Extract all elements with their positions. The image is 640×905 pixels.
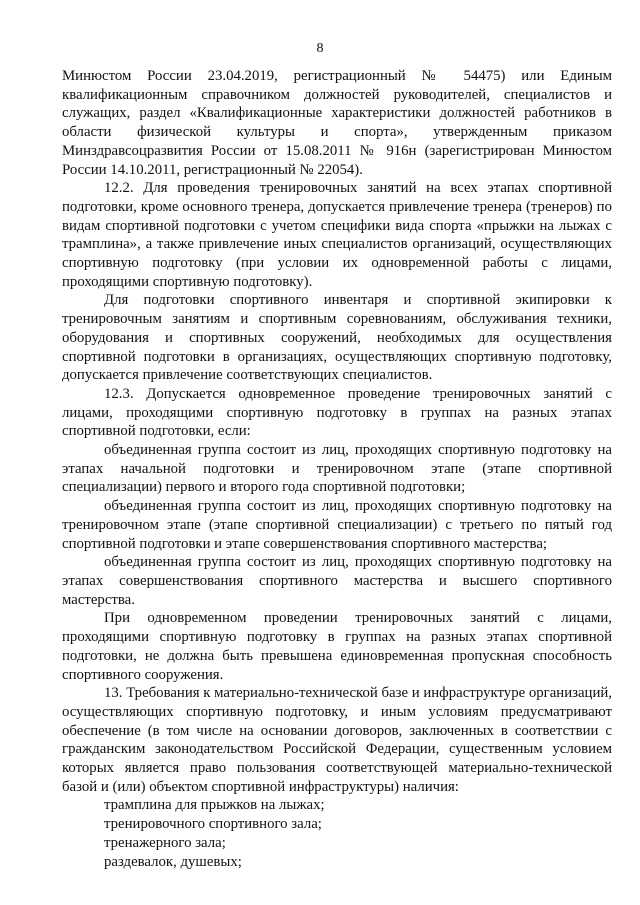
- paragraph-combined-group-1: объединенная группа состоит из лиц, проходящих спортивную подготовку на этапах начальной подготовки и тренировочном этапе (этапе спортивной специализации) первого и второго года спортивной подготовки;: [62, 442, 612, 496]
- list-item: трамплина для прыжков на лыжах;: [104, 797, 325, 814]
- paragraph-equipment-specialists: Для подготовки спортивного инвентаря и спортивной экипировки к тренировочным занятиям и спортивным соревнованиям, обслуживания техники, оборудования и спортивных сооружений, необходимых для осуществления спортивной подготовки в организациях, осуществляющих спортивную подготовку, допускается привлечение соответствующих специалистов.: [62, 292, 612, 384]
- paragraph-combined-group-3: объединенная группа состоит из лиц, проходящих спортивную подготовку на этапах совершенствования спортивного мастерства и высшего спортивного мастерства.: [62, 554, 612, 608]
- paragraph-combined-group-2: объединенная группа состоит из лиц, проходящих спортивную подготовку на тренировочном этапе (этапе спортивной специализации) с третьего по пятый год спортивной подготовки и этапе совершенствования спортивного мастерства;: [62, 498, 612, 552]
- list-item: тренировочного спортивного зала;: [104, 816, 322, 833]
- paragraph-12-2: 12.2. Для проведения тренировочных занятий на всех этапах спортивной подготовки, кроме основного тренера, допускается привлечение тренера (тренеров) по видам спортивной подготовки с учетом специфики вида спорта «прыжки на лыжах с трамплина», а также привлечение иных специалистов организаций, осуществляющих спортивную подготовку (при условии их одновременной работы с лицами, проходящими спортивную подготовку).: [62, 180, 612, 290]
- paragraph-capacity-limit: При одновременном проведении тренировочных занятий с лицами, проходящими спортивную подготовку в группах на разных этапах спортивной подготовки, не должна быть превышена единовременная пропускная способность спортивного сооружения.: [62, 610, 612, 683]
- list-item: тренажерного зала;: [104, 834, 226, 851]
- paragraph-13: 13. Требования к материально-технической базе и инфраструктуре организаций, осуществляющих спортивную подготовку, и иным условиям предусматривают обеспечение (в том числе на основании договоров, заключенных в соответствии с гражданским законодательством Российской Федерации, существенным условием которых является право пользования соответствующей материально-технической базой и (или) объектом спортивной инфраструктуры) наличия:: [62, 685, 612, 795]
- page-number: 8: [316, 41, 324, 56]
- paragraph-continuation: Минюстом России 23.04.2019, регистрационный № 54475) или Единым квалификационным справочником должностей руководителей, специалистов и служащих, раздел «Квалификационные характеристики должностей работников в области физической культуры и спорта», утвержденным приказом Минздравсоцразвития России от 15.08.2011 № 916н (зарегистрирован Минюстом России 14.10.2011, регистрационный № 22054).: [62, 68, 612, 178]
- document-body: [62, 67, 612, 871]
- list-item: раздевалок, душевых;: [104, 853, 242, 870]
- paragraph-12-3: 12.3. Допускается одновременное проведение тренировочных занятий с лицами, проходящими спортивную подготовку в группах на разных этапах спортивной подготовки, если:: [62, 385, 612, 440]
